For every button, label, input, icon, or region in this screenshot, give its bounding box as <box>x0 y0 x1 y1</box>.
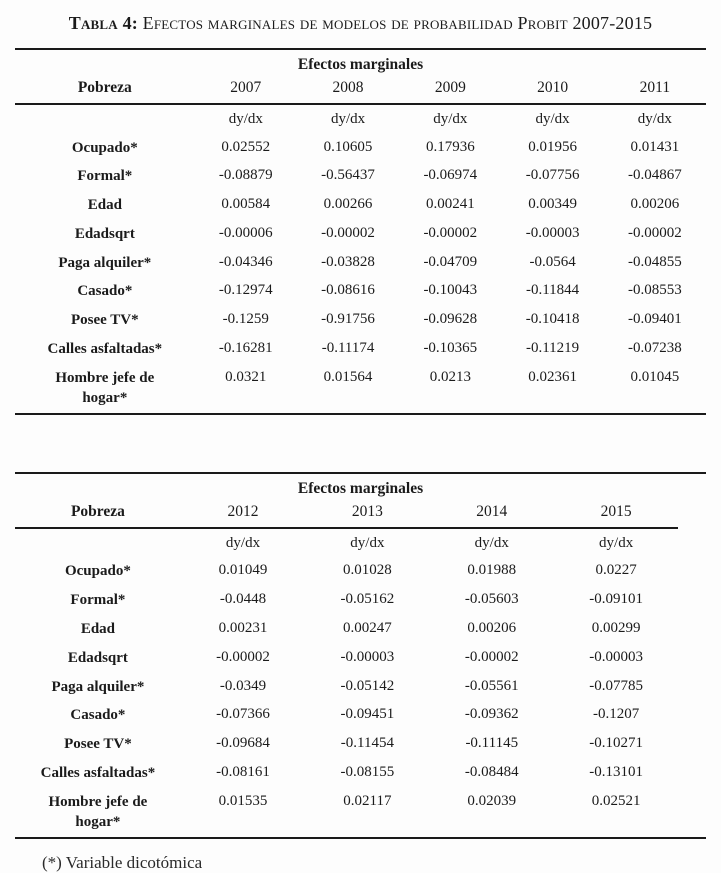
value-cell: -0.05142 <box>340 677 395 694</box>
value-cell: -0.08879 <box>218 167 273 184</box>
unit-row-spacer <box>15 529 181 558</box>
value-cell: 0.10605 <box>323 138 373 155</box>
value-cell: 0.02039 <box>467 792 517 809</box>
table-row <box>15 558 706 587</box>
value-cell: 0.02361 <box>528 368 577 385</box>
value-cell: -0.04855 <box>627 253 682 270</box>
value-cell: -0.0349 <box>219 677 267 694</box>
row-label-text: Posee TV* <box>71 312 139 329</box>
table-row <box>15 307 706 336</box>
row-label <box>15 558 181 587</box>
value-cell: 0.00206 <box>467 620 517 637</box>
value-cell: -0.11844 <box>525 282 580 299</box>
row-label-text: Casado* <box>70 707 126 724</box>
value-cell: -0.11174 <box>321 340 375 357</box>
value-cell: -0.09628 <box>423 311 478 328</box>
row-label-text: Ocupado* <box>64 563 131 580</box>
year-column-header: 2014 <box>430 499 554 529</box>
value-cell: -0.08484 <box>464 764 519 781</box>
value-cell: 0.01564 <box>323 368 373 385</box>
row-label <box>15 134 195 163</box>
value-cell: -0.91756 <box>321 311 375 328</box>
value-cell: -0.12974 <box>218 282 273 299</box>
value-cell: 0.01956 <box>528 138 577 155</box>
value-cell: -0.00002 <box>321 224 375 241</box>
year-column-header: 2008 <box>297 75 399 105</box>
table-row <box>15 220 706 249</box>
value-cell: 0.0321 <box>225 368 267 385</box>
caption-row <box>15 474 706 499</box>
table-row <box>15 673 706 702</box>
table-row <box>15 249 706 278</box>
unit-cell: dy/dx <box>535 111 570 127</box>
table-row <box>15 163 706 192</box>
value-cell: -0.0448 <box>219 591 267 608</box>
value-cell: -0.04867 <box>627 167 682 184</box>
pobreza-column-header: Pobreza <box>15 75 195 105</box>
row-label <box>15 673 181 702</box>
value-cell: 0.01028 <box>343 562 392 579</box>
value-cell: -0.07238 <box>627 340 682 357</box>
row-label <box>15 307 195 336</box>
unit-row-spacer <box>15 105 195 134</box>
value-cell: -0.00002 <box>464 648 519 665</box>
value-cell: -0.05162 <box>340 591 395 608</box>
unit-cell: dy/dx <box>225 534 261 551</box>
value-cell: -0.04346 <box>218 253 273 270</box>
value-cell: -0.04709 <box>423 253 478 270</box>
table-row <box>15 760 706 789</box>
year-column-header: 2007 <box>195 75 297 105</box>
value-cell: -0.56437 <box>321 167 375 184</box>
value-cell: -0.08616 <box>321 282 375 299</box>
table-row <box>15 616 706 645</box>
value-cell: 0.0213 <box>429 368 471 385</box>
row-label <box>15 163 195 192</box>
unit-row <box>15 529 706 558</box>
value-cell: -0.1259 <box>222 311 269 328</box>
row-label-text: Edad <box>80 621 116 638</box>
row-label <box>15 788 181 837</box>
row-label-text: Formal* <box>70 592 126 609</box>
unit-row <box>15 105 706 134</box>
table-row <box>15 192 706 221</box>
effects-table-2007-2011 <box>15 48 706 415</box>
value-cell: -0.08161 <box>216 764 270 781</box>
unit-cell: dy/dx <box>599 534 634 551</box>
value-cell: -0.00002 <box>627 224 682 241</box>
header-row <box>15 499 706 529</box>
value-cell: -0.13101 <box>589 764 644 781</box>
table-row <box>15 278 706 307</box>
value-cell: -0.09362 <box>464 706 519 723</box>
value-cell: -0.00006 <box>218 224 273 241</box>
value-cell: 0.00241 <box>425 196 475 213</box>
row-label-text: Edad <box>87 197 122 214</box>
value-cell: 0.02521 <box>591 792 641 809</box>
year-column-header: 2009 <box>399 75 501 105</box>
header-row <box>15 75 706 105</box>
row-label-text: Calles asfaltadas* <box>40 765 156 782</box>
value-cell: -0.11219 <box>525 340 580 357</box>
table-caption: Efectos marginales <box>297 479 424 497</box>
unit-cell: dy/dx <box>433 111 468 127</box>
unit-cell: dy/dx <box>637 111 672 127</box>
value-cell: -0.09401 <box>627 311 682 328</box>
row-label <box>15 587 181 616</box>
row-label-text: Posee TV* <box>64 736 132 753</box>
row-label <box>15 336 195 365</box>
row-label-text: Casado* <box>77 283 133 300</box>
value-cell: 0.00349 <box>528 196 577 213</box>
row-label-text: Paga alquiler* <box>51 678 145 695</box>
value-cell: -0.16281 <box>218 340 273 357</box>
table-row <box>15 644 706 673</box>
value-cell: -0.08553 <box>627 282 682 299</box>
row-label <box>15 249 195 278</box>
value-cell: -0.08155 <box>340 764 395 781</box>
value-cell: -0.00003 <box>340 648 395 665</box>
row-label <box>15 364 195 413</box>
table-row <box>15 731 706 760</box>
value-cell: 0.01535 <box>218 792 268 809</box>
value-cell: 0.01049 <box>218 562 268 579</box>
row-label <box>15 702 181 731</box>
value-cell: -0.09101 <box>589 591 644 608</box>
unit-cell: dy/dx <box>330 111 366 127</box>
table-row <box>15 336 706 365</box>
row-label <box>15 644 181 673</box>
footnote: (*) Variable dicotómica <box>42 852 203 872</box>
row-label <box>15 616 181 645</box>
value-cell: -0.09451 <box>340 706 395 723</box>
value-cell: -0.10365 <box>423 340 478 357</box>
row-label <box>15 220 195 249</box>
caption-row <box>15 50 706 75</box>
value-cell: 0.0227 <box>595 562 637 579</box>
value-cell: -0.05603 <box>464 591 519 608</box>
value-cell: 0.00247 <box>343 620 392 637</box>
value-cell: 0.00266 <box>323 196 373 213</box>
value-cell: 0.17936 <box>425 138 475 155</box>
row-label <box>15 760 181 789</box>
table-row <box>15 702 706 731</box>
row-label-text: Edadsqrt <box>74 225 135 242</box>
value-cell: -0.10418 <box>525 311 580 328</box>
value-cell: 0.00206 <box>630 196 680 213</box>
value-cell: -0.11145 <box>465 735 519 752</box>
pobreza-column-header: Pobreza <box>15 499 181 529</box>
value-cell: 0.01988 <box>467 562 517 579</box>
title-prefix: Tabla 4: <box>68 13 138 33</box>
value-cell: -0.11454 <box>340 735 394 752</box>
unit-cell: dy/dx <box>474 534 509 551</box>
row-label-text: Hombre jefe de hogar* <box>48 793 148 830</box>
row-label <box>15 278 195 307</box>
value-cell: -0.00002 <box>423 224 478 241</box>
effects-table-2012-2015 <box>15 472 706 839</box>
table-row <box>15 788 706 837</box>
value-cell: -0.03828 <box>321 253 375 270</box>
value-cell: 0.02117 <box>343 792 392 809</box>
year-column-header: 2013 <box>305 499 429 529</box>
year-column-header: 2010 <box>501 75 603 105</box>
value-cell: -0.10271 <box>589 735 644 752</box>
page-title <box>15 12 706 34</box>
table-row <box>15 364 706 413</box>
value-cell: -0.07756 <box>525 167 580 184</box>
year-column-header: 2011 <box>604 75 706 105</box>
value-cell: -0.10043 <box>423 282 478 299</box>
row-label-text: Paga alquiler* <box>58 254 152 271</box>
value-cell: -0.07366 <box>216 706 270 723</box>
year-column-header: 2015 <box>554 499 678 529</box>
value-cell: -0.0564 <box>529 253 576 270</box>
value-cell: -0.00002 <box>216 648 270 665</box>
value-cell: -0.00003 <box>589 648 644 665</box>
table-row <box>15 587 706 616</box>
unit-cell: dy/dx <box>350 534 385 551</box>
value-cell: -0.1207 <box>593 706 640 723</box>
row-label-text: Hombre jefe de hogar* <box>55 369 155 406</box>
table-caption: Efectos marginales <box>297 56 424 73</box>
year-column-header: 2012 <box>181 499 305 529</box>
value-cell: 0.00299 <box>591 620 641 637</box>
value-cell: -0.05561 <box>464 677 519 694</box>
value-cell: 0.00231 <box>218 620 268 637</box>
table-row <box>15 134 706 163</box>
title-text: Efectos marginales de modelos de probabilidad Probit 2007-2015 <box>137 13 653 33</box>
value-cell: 0.01431 <box>630 138 680 155</box>
row-label-text: Edadsqrt <box>67 649 128 666</box>
row-label <box>15 192 195 221</box>
row-label-text: Ocupado* <box>71 139 138 156</box>
row-label-text: Formal* <box>77 168 133 185</box>
value-cell: 0.02552 <box>221 138 271 155</box>
row-label <box>15 731 181 760</box>
value-cell: -0.00003 <box>525 224 580 241</box>
unit-cell: dy/dx <box>228 111 263 127</box>
value-cell: -0.07785 <box>589 677 644 694</box>
value-cell: -0.09684 <box>216 735 270 752</box>
value-cell: 0.01045 <box>630 368 680 385</box>
value-cell: 0.00584 <box>221 196 271 213</box>
value-cell: -0.06974 <box>423 167 478 184</box>
row-label-text: Calles asfaltadas* <box>47 341 163 358</box>
marginal-effects-table-1 <box>15 50 706 413</box>
marginal-effects-table-2 <box>15 474 706 837</box>
